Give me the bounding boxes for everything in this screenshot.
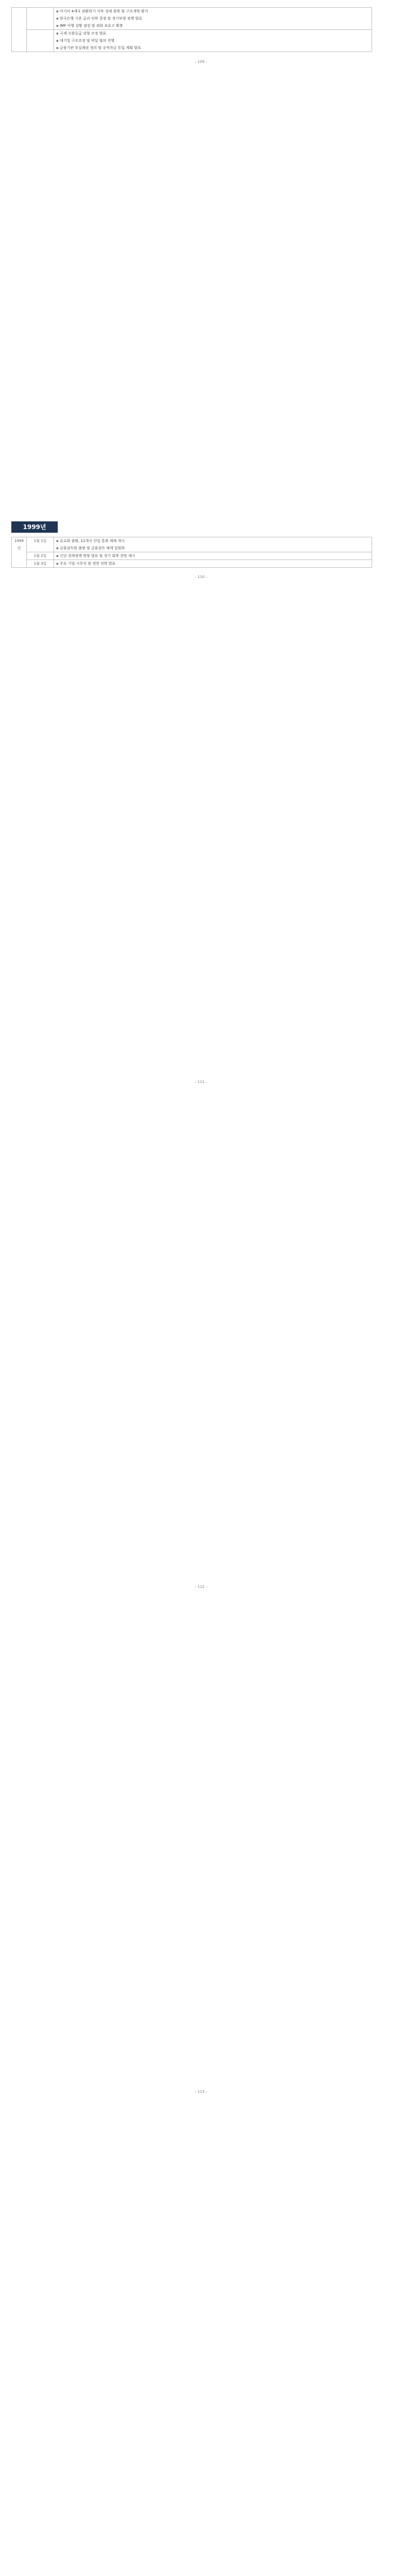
- year-cell: 1999년: [12, 537, 27, 568]
- event-item: ▪ 한국은행 기준 금리 인하 결정 및 경기부양 정책 발표: [56, 15, 370, 22]
- date-cell: [27, 30, 54, 52]
- page-number: – 110 –: [194, 575, 208, 579]
- event-item: ▪ 신년 경제정책 방향 발표 및 경기 회복 전망 제시: [56, 552, 370, 560]
- events-cell: [54, 560, 372, 568]
- events-cell: [54, 30, 372, 52]
- page-number: – 112 –: [194, 1585, 208, 1589]
- document-page: [0, 1020, 402, 1571]
- events-cell: [54, 552, 372, 560]
- event-item: ▪ 아시아 4개국 외환위기 이후 경제 회복 및 구조개혁 평가: [56, 8, 370, 15]
- events-cell: [54, 8, 372, 30]
- chronology-table: [11, 7, 372, 52]
- date-cell: 1월 3일: [27, 560, 54, 568]
- page-number: – 111 –: [194, 1080, 208, 1084]
- page-number: – 113 –: [194, 2090, 208, 2094]
- date-cell: 1월 2일: [27, 552, 54, 560]
- year-cell: [12, 8, 27, 52]
- chronology-table: [11, 537, 372, 568]
- event-item: ▪ IMF 이행 상황 점검 및 외화 보유고 확충: [56, 22, 370, 29]
- table-row: [12, 8, 372, 30]
- document-page: [0, 2535, 402, 2576]
- event-item: ▪ 금융기관 부실채권 정리 및 공적자금 투입 계획 발표: [56, 44, 370, 52]
- event-item: ▪ 국제 신용등급 상향 조정 발표: [56, 30, 370, 37]
- event-item: ▪ 주요 기업 시무식 및 경영 전략 발표: [56, 560, 370, 567]
- document-page: [0, 0, 402, 551]
- table-row: [12, 552, 372, 560]
- year-heading: 1999년: [11, 521, 58, 533]
- document-page: [0, 1525, 402, 2076]
- document-page: [0, 2030, 402, 2576]
- events-cell: [54, 537, 372, 552]
- table-row: [12, 537, 372, 552]
- event-item: ▪ 대기업 구조조정 및 빅딜 협의 진행: [56, 37, 370, 44]
- date-cell: [27, 8, 54, 30]
- date-cell: 1월 1일: [27, 537, 54, 552]
- table-row: [12, 30, 372, 52]
- document-page: [0, 515, 402, 1066]
- page-number: – 109 –: [194, 60, 208, 64]
- event-item: ▪ 금융감독원 출범 및 금융감독 체계 일원화: [56, 545, 370, 552]
- table-row: [12, 560, 372, 568]
- event-item: ▪ 유로화 출범, 11개국 단일 통화 체제 개시: [56, 537, 370, 545]
